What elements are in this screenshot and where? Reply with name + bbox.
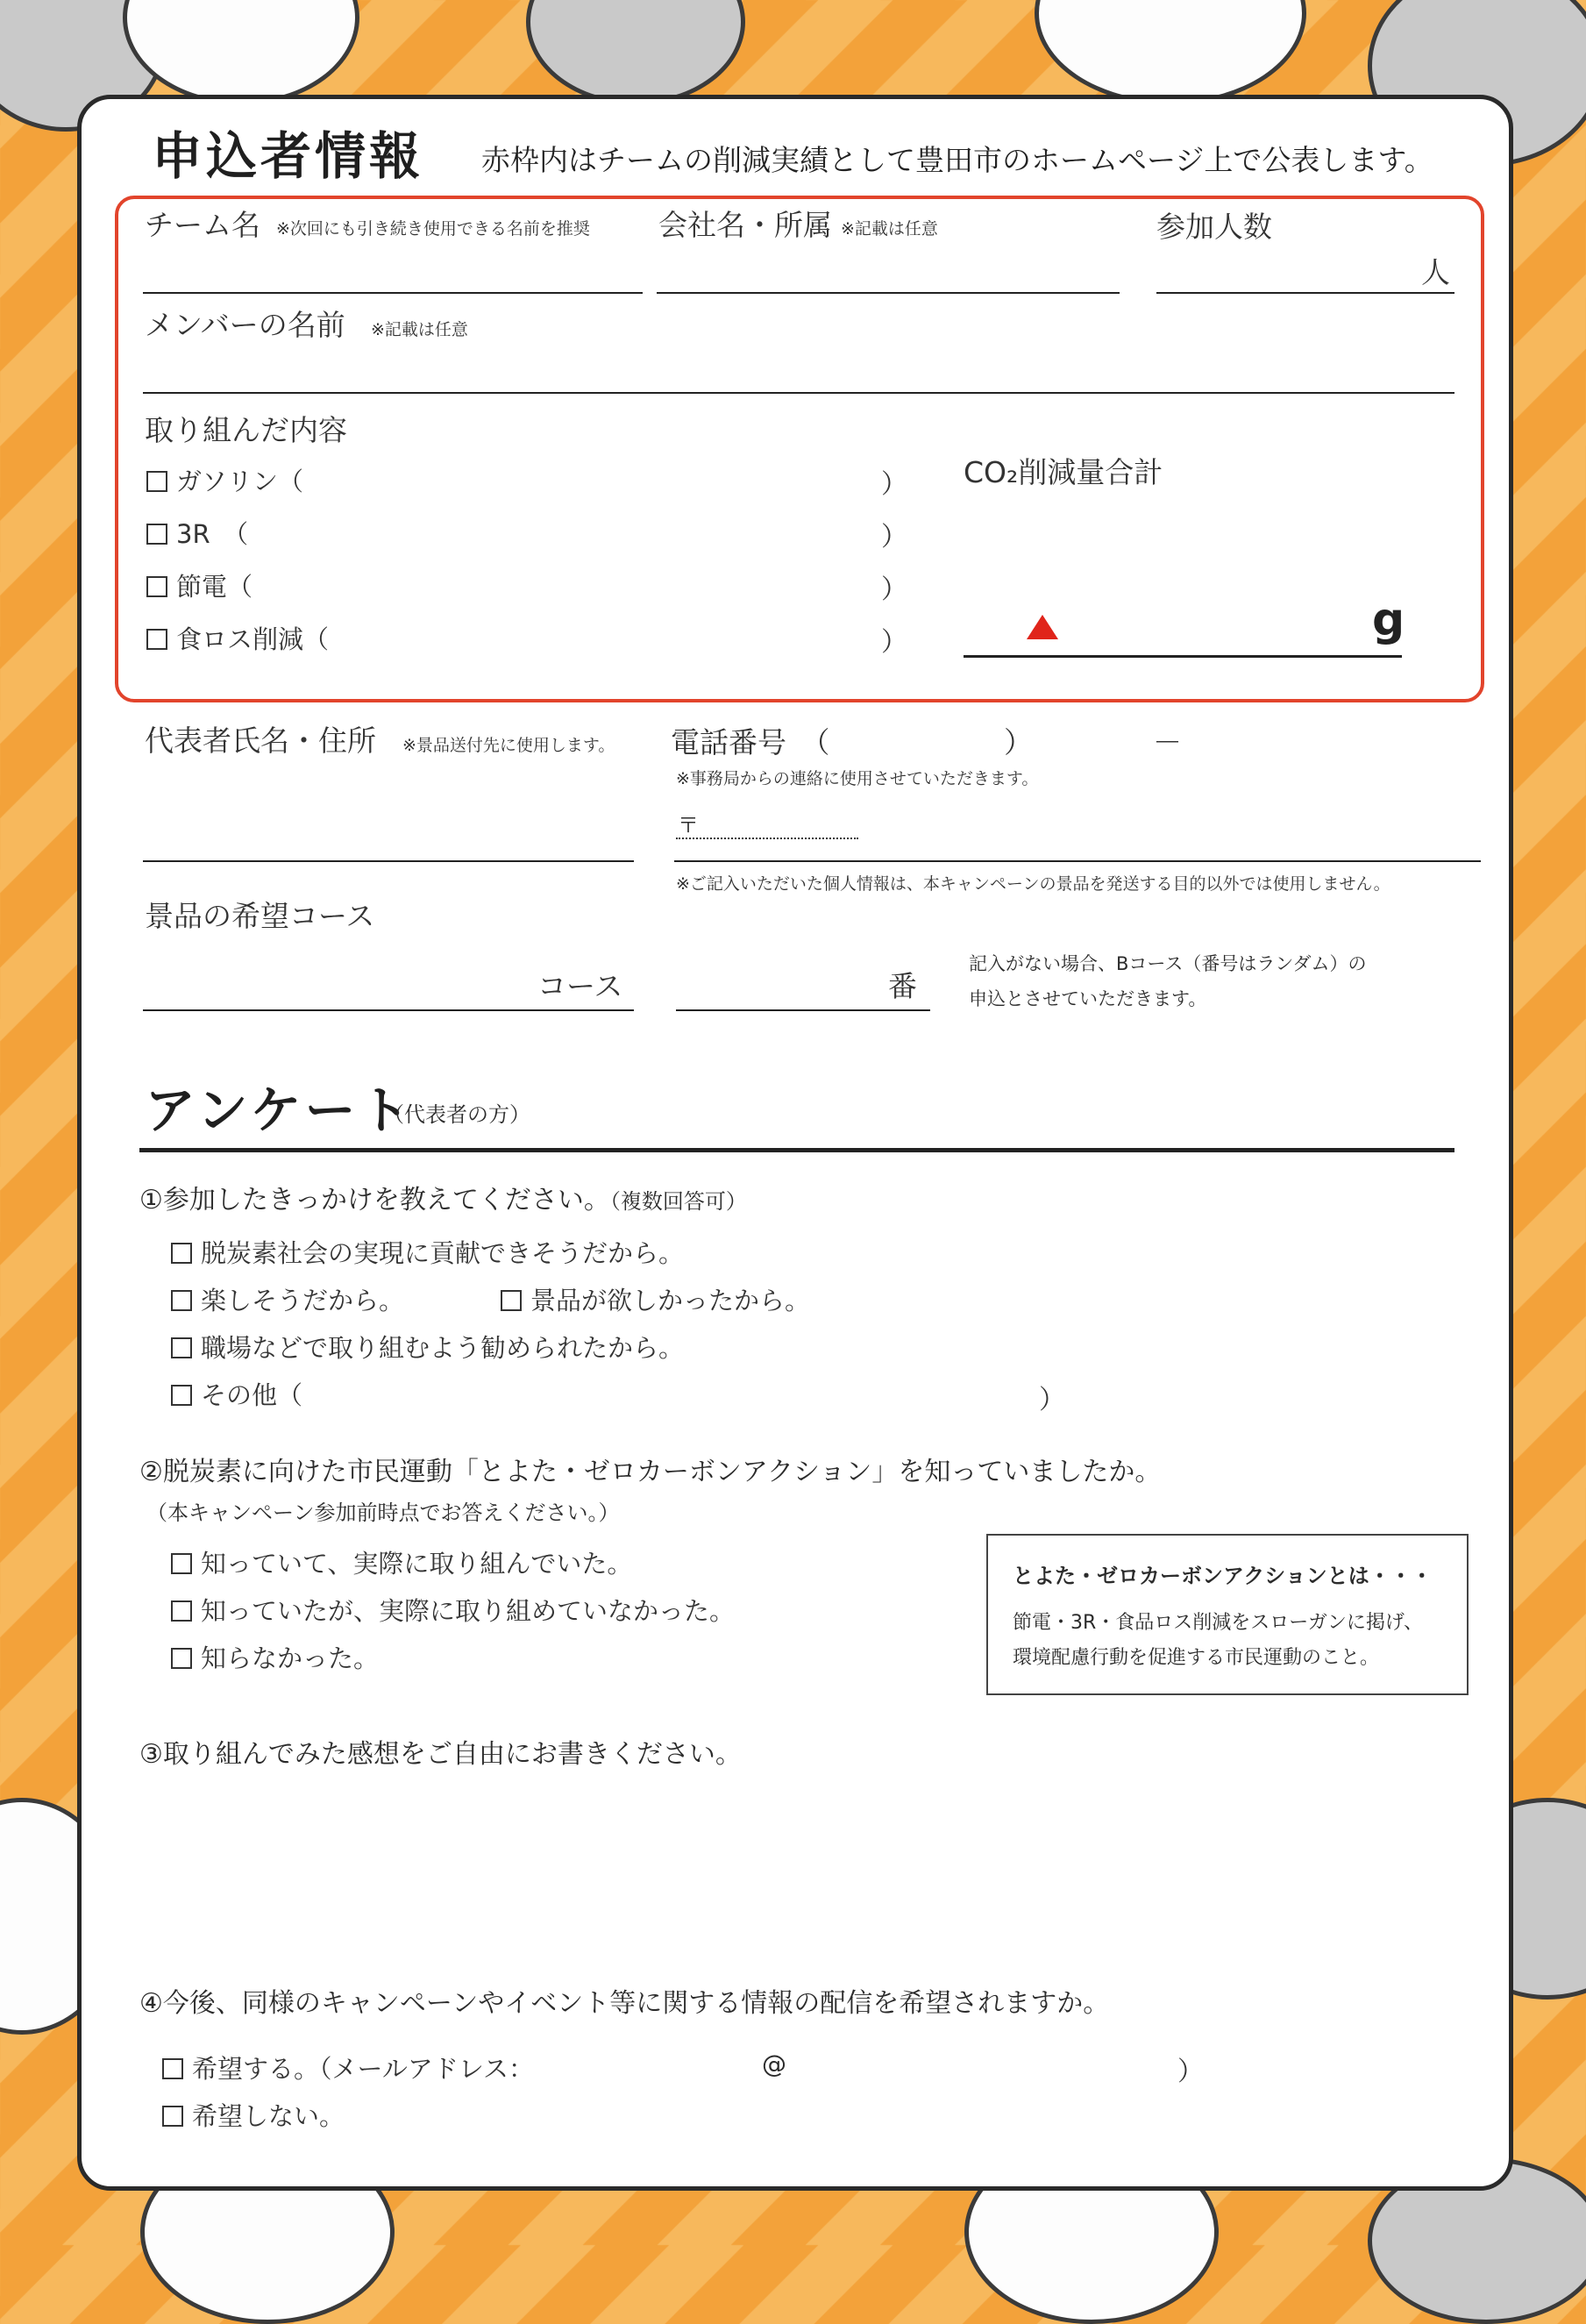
q1-option[interactable]: 脱炭素社会の実現に貢献できそうだから。 <box>171 1234 684 1270</box>
address-field[interactable] <box>674 860 1481 862</box>
question-4: ④今後、同様のキャンペーンやイベント等に関する情報の配信を希望されますか。 <box>139 1988 1110 2019</box>
company-label: 会社名・所属 <box>658 208 832 242</box>
cloud-decoration <box>1035 0 1306 105</box>
checkbox[interactable] <box>162 2058 183 2079</box>
q1-option-other[interactable]: その他（ <box>171 1376 302 1412</box>
company-field[interactable] <box>657 292 1120 294</box>
survey-title: アンケート <box>145 1080 414 1140</box>
prize-course-label: 景品の希望コース <box>145 899 375 933</box>
team-name-note: ※次回にも引き続き使用できる名前を推奨 <box>276 219 590 239</box>
checkbox[interactable] <box>162 2106 183 2127</box>
cloud-decoration <box>526 0 745 105</box>
activity-3r[interactable]: 3R （ <box>146 515 248 551</box>
q1-option[interactable]: 景品が欲しかったから。 <box>501 1281 810 1317</box>
close-paren: ） <box>881 627 907 658</box>
representative-field[interactable] <box>143 860 634 862</box>
survey-divider <box>139 1148 1454 1152</box>
close-paren: ） <box>1177 2057 1204 2087</box>
checkbox[interactable] <box>171 1337 192 1358</box>
cloud-decoration <box>123 0 359 105</box>
question-2-note: （本キャンペーン参加前時点でお答えください。） <box>146 1501 620 1525</box>
members-field[interactable] <box>143 392 1454 394</box>
checkbox[interactable] <box>171 1553 192 1574</box>
zero-carbon-info-box <box>986 1534 1469 1695</box>
number-unit: 番 <box>888 969 917 1003</box>
q4-option-yes[interactable]: 希望する。（メールアドレス： <box>162 2050 534 2085</box>
q2-option[interactable]: 知らなかった。 <box>171 1639 379 1675</box>
publication-notice: 赤枠内はチームの削減実績として豊田市のホームページ上で公表します。 <box>481 143 1433 177</box>
close-paren: ） <box>881 522 907 552</box>
q2-option[interactable]: 知っていたが、実際に取り組めていなかった。 <box>171 1592 735 1628</box>
company-note: ※記載は任意 <box>841 219 938 239</box>
checkbox[interactable] <box>501 1290 522 1311</box>
checkbox[interactable] <box>171 1385 192 1406</box>
checkbox[interactable] <box>171 1243 192 1264</box>
course-field[interactable] <box>143 1009 634 1011</box>
privacy-note: ※ご記入いただいた個人情報は、本キャンペーンの景品を発送する目的以外では使用しません。 <box>676 874 1390 894</box>
phone-dash: － <box>1153 725 1182 759</box>
close-paren: ） <box>881 469 907 500</box>
info-title: とよた・ゼロカーボンアクションとは・・・ <box>1013 1564 1433 1588</box>
participants-unit: 人 <box>1421 255 1450 289</box>
postal-mark: 〒 <box>678 813 699 838</box>
checkbox[interactable] <box>146 471 167 492</box>
team-name-label: チーム名 <box>145 208 260 242</box>
participants-label: 参加人数 <box>1156 210 1272 244</box>
postal-code-field[interactable] <box>676 838 858 839</box>
co2-total-label: CO₂削減量合計 <box>964 455 1163 489</box>
info-text: 環境配慮行動を促進する市民運動のこと。 <box>1013 1647 1380 1669</box>
email-at-sign: @ <box>762 2050 786 2078</box>
question-1: ①参加したきっかけを教えてください。（複数回答可） <box>139 1185 747 1215</box>
checkbox[interactable] <box>171 1648 192 1669</box>
representative-label: 代表者氏名・住所 <box>145 724 376 758</box>
survey-subtitle: （代表者の方） <box>383 1102 530 1127</box>
q1-option[interactable]: 職場などで取り組むよう勧められたから。 <box>171 1329 684 1365</box>
triangle-marker <box>1027 615 1058 639</box>
close-paren: ） <box>1039 1385 1065 1415</box>
members-label: メンバーの名前 <box>145 308 345 342</box>
q4-option-no[interactable]: 希望しない。 <box>162 2097 345 2133</box>
activity-power-saving[interactable]: 節電（ <box>146 567 252 603</box>
checkbox[interactable] <box>146 576 167 597</box>
phone-label: 電話番号 （ <box>671 725 830 759</box>
question-2: ②脱炭素に向けた市民運動「とよた・ゼロカーボンアクション」を知っていましたか。 <box>139 1457 1162 1487</box>
participants-field[interactable] <box>1156 292 1454 294</box>
representative-note: ※景品送付先に使用します。 <box>402 736 615 755</box>
info-text: 節電・3R・食品ロス削減をスローガンに掲げ、 <box>1013 1612 1423 1634</box>
form-sheet <box>77 95 1513 2191</box>
phone-note: ※事務局からの連絡に使用させていただきます。 <box>676 769 1039 788</box>
checkbox[interactable] <box>171 1290 192 1311</box>
activity-food-loss[interactable]: 食ロス削減（ <box>146 620 329 656</box>
members-note: ※記載は任意 <box>371 320 468 339</box>
checkbox[interactable] <box>146 524 167 545</box>
activity-gasoline[interactable]: ガソリン（ <box>146 462 303 498</box>
applicant-section-title: 申込者情報 <box>152 126 424 186</box>
q1-option[interactable]: 楽しそうだから。 <box>171 1281 404 1317</box>
co2-total-field[interactable] <box>964 655 1402 658</box>
activities-label: 取り組んだ内容 <box>145 413 347 447</box>
close-paren: ） <box>881 574 907 605</box>
phone-close: ） <box>1004 725 1033 759</box>
q2-option[interactable]: 知っていて、実際に取り組んでいた。 <box>171 1544 632 1580</box>
question-3: ③取り組んでみた感想をご自由にお書きください。 <box>139 1739 742 1770</box>
default-course-note: 申込とさせていただきます。 <box>969 988 1207 1009</box>
checkbox[interactable] <box>146 629 167 650</box>
number-field[interactable] <box>676 1009 930 1011</box>
team-name-field[interactable] <box>143 292 643 294</box>
course-unit: コース <box>537 969 623 1003</box>
checkbox[interactable] <box>171 1600 192 1622</box>
co2-unit: g <box>1372 594 1405 646</box>
default-course-note: 記入がない場合、Bコース（番号はランダム）の <box>969 953 1367 974</box>
